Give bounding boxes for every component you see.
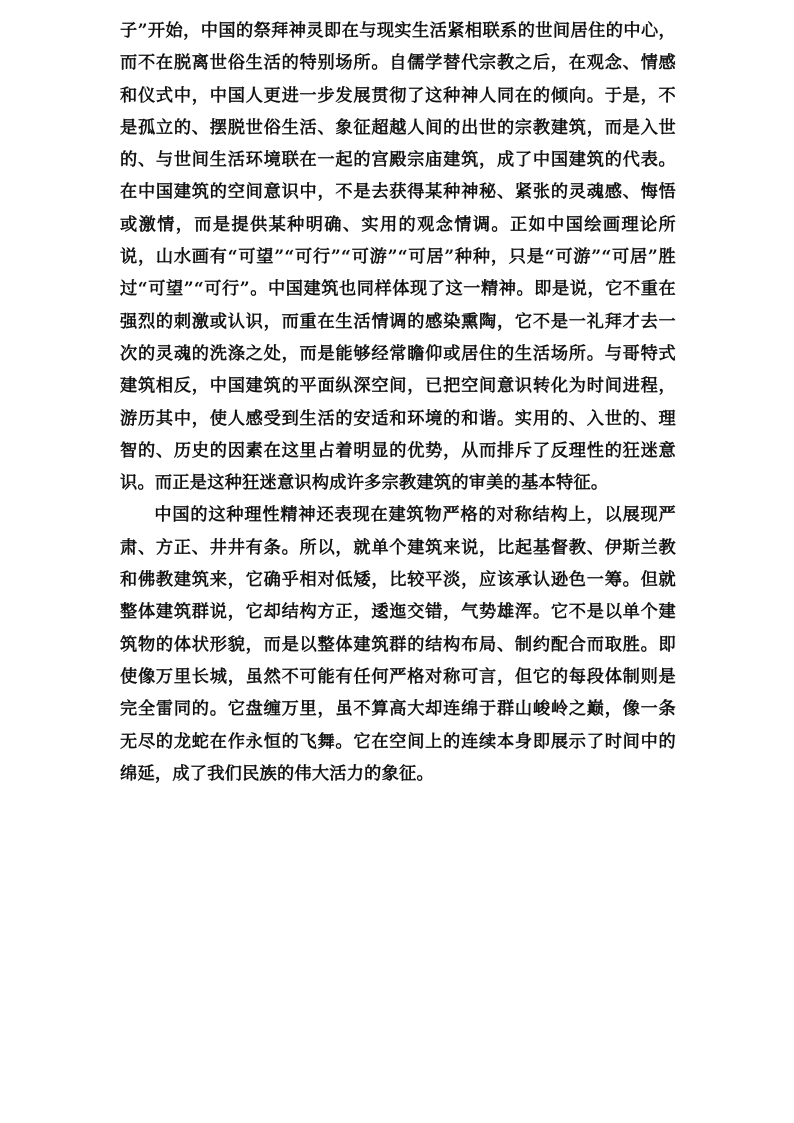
paragraph-1: 子”开始，中国的祭拜神灵即在与现实生活紧相联系的世间居住的中心，而不在脱离世俗生活的特别场所。自儒学替代宗教之后，在观念、情感和仪式中，中国人更进一步发展贯彻了这种神人同在的倾向。于是，不是孤立的、摆脱世俗生活、象征超越人间的出世的宗教建筑，而是入世的、与世间生活环境联在一起的宫殿宗庙建筑，成了中国建筑的代表。在中国建筑的空间意识中，不是去获得某种神秘、紧张的灵魂感、悔悟或激情，而是提供某种明确、实用的观念情调。正如中国绘画理论所说，山水画有“可望”“可行”“可游”“可居”种种，只是“可游”“可居”胜过“可望”“可行”。中国建筑也同样体现了这一精神。即是说，它不重在强烈的刺激或认识，而重在生活情调的感染熏陶，它不是一礼拜才去一次的灵魂的洗涤之处，而是能够经常瞻仰或居住的生活场所。与哥特式建筑相反，中国建筑的平面纵深空间，已把空间意识转化为时间进程，游历其中，使人感受到生活的安适和环境的和谐。实用的、入世的、理智的、历史的因素在这里占着明显的优势，从而排斥了反理性的狂迷意识。而正是这种狂迷意识构成许多宗教建筑的审美的基本特征。 — [120, 21, 676, 494]
document-body — [120, 15, 676, 790]
paragraph-2: 中国的这种理性精神还表现在建筑物严格的对称结构上，以展现严肃、方正、井井有条。所以，就单个建筑来说，比起基督教、伊斯兰教和佛教建筑来，它确乎相对低矮，比较平淡，应该承认逊色一筹。但就整体建筑群说，它却结构方正，逶迤交错，气势雄浑。它不是以单个建筑物的体状形貌，而是以整体建筑群的结构布局、制约配合而取胜。即使像万里长城，虽然不可能有任何严格对称可言，但它的每段体制则是完全雷同的。它盘缠万里，虽不算高大却连绵于群山峻岭之巅，像一条无尽的龙蛇在作永恒的飞舞。它在空间上的连续本身即展示了时间中的绵延，成了我们民族的伟大活力的象征。 — [120, 505, 676, 784]
